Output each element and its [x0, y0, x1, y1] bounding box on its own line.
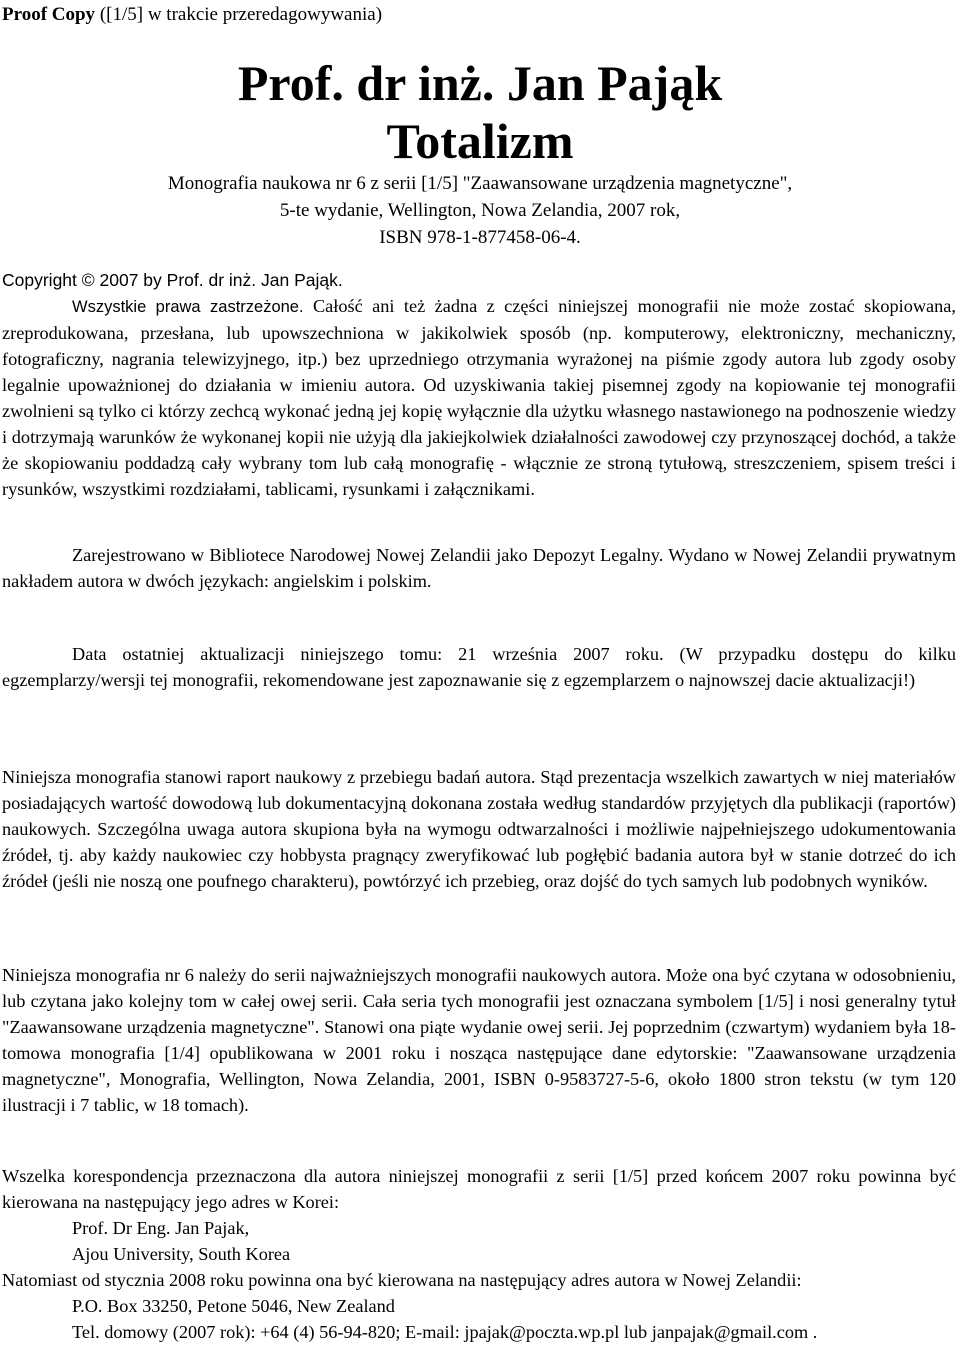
- rights-heading: Wszystkie prawa zastrzeżone.: [72, 298, 304, 316]
- report-paragraph: [2, 764, 956, 894]
- report-text: Niniejsza monografia stanowi raport naukowy z przebiegu badań autora. Stąd prezentacja wszelkich zawartych w niej materiałów posiadających wartość dowodową lub dokumentacyjną dokonana została według standardów przyjętych dla publikacji (raportów) naukowych. Szczególna uwaga autora skupiona była na wymogu odtwarzalności i możliwie najpełniejszego udokumentowania źródeł, tj. aby każdy naukowiec czy hobbysta pragnący zweryfikować lub pogłębić badania autora był w stanie dotrzeć do ich źródeł (jeśli nie noszą one poufnego charakteru), powtórzyć ich przebieg, oraz dojść do tych samych lub podobnych wyników.: [2, 767, 956, 891]
- title-block: [0, 54, 960, 251]
- update-date-text: Data ostatniej aktualizacji niniejszego tomu: 21 września 2007 roku. (W przypadku dostępu do kilku egzemplarzy/wersji tej monografii, rekomendowane jest zapoznawanie się z egzemplarzem o najnowszej dacie aktualizacji!): [2, 644, 956, 690]
- subtitle-edition: 5-te wydanie, Wellington, Nowa Zelandia, 2007 rok,: [279, 200, 681, 221]
- registration-text: Zarejestrowano w Bibliotece Narodowej Nowej Zelandii jako Depozyt Legalny. Wydano w Nowej Zelandii prywatnym nakładem autora w dwóch językach: angielskim i polskim.: [2, 545, 956, 591]
- author-title: Prof. dr inż. Jan Pająk: [237, 55, 723, 111]
- nz-contact-intro: Natomiast od stycznia 2008 roku powinna ona być kierowana na następujący adres autora w Nowej Zelandii:: [2, 1270, 802, 1290]
- korea-address-place: Ajou University, South Korea: [72, 1244, 291, 1264]
- series-paragraph: [2, 962, 956, 1118]
- nz-phone-email: Tel. domowy (2007 rok): +64 (4) 56-94-820; E-mail: jpajak@poczta.wp.pl lub janpajak@gmail.com .: [72, 1322, 818, 1342]
- contact-block: [2, 1163, 956, 1345]
- korea-address-name: Prof. Dr Eng. Jan Pajak,: [72, 1218, 250, 1238]
- rights-paragraph: [2, 293, 956, 502]
- registration-paragraph: [2, 542, 956, 594]
- subtitle-series: Monografia naukowa nr 6 z serii [1/5] "Zaawansowane urządzenia magnetyczne",: [167, 173, 793, 194]
- nz-postal-address: P.O. Box 33250, Petone 5046, New Zealand: [72, 1296, 395, 1316]
- contact-intro: Wszelka korespondencja przeznaczona dla autora niniejszej monografii z serii [1/5] przed końcem 2007 roku powinna być kierowana na następujący jego adres w Korei:: [2, 1166, 956, 1212]
- proof-copy-label: Proof Copy: [2, 4, 96, 25]
- rights-text: Całość ani też żadna z części niniejszej monografii nie może zostać skopiowana, zreprodukowana, przesłana, lub upowszechniona w jakikolwiek sposób (np. komputerowy, elektroniczny, mechaniczny, fotograficzny, nagrania telewizyjnego, itp.) bez uprzedniego otrzymania wyrażonej na piśmie zgody autora lub zgody osoby legalnie upoważnionej do działania w imieniu autora. Od uzyskiwania takiej pisemnej zgody na kopiowanie tej monografii zwolnieni są tylko ci którzy zechcą wykonać jedną jej kopię wyłącznie dla użytku własnego nastawionego na podnoszenie wiedzy i dotrzymają warunków że wykonanej kopii nie użyją dla jakiejkolwiek działalności zawodowej czy przynoszącej dochód, a także że skopiowaniu poddadzą cały wybrany tom lub całą monografię - włącznie ze stroną tytułową, streszczeniem, spisem treści i rysunków, wszystkimi rozdziałami, tablicami, rysunkami i załącznikami.: [2, 296, 956, 499]
- copyright-line: Copyright © 2007 by Prof. dr inż. Jan Pająk.: [2, 270, 343, 290]
- update-date-paragraph: [2, 641, 956, 693]
- book-title: Totalizm: [386, 113, 574, 169]
- proof-copy-status: ([1/5] w trakcie przeredagowywania): [95, 4, 383, 25]
- series-text: Niniejsza monografia nr 6 należy do serii najważniejszych monografii naukowych autora. Może ona być czytana w odosobnieniu, lub czytana jako kolejny tom w całej owej serii. Cała seria tych monografii jest oznaczana symbolem [1/5] i nosi generalny tytuł "Zaawansowane urządzenia magnetyczne". Stanowi ona piąte wydanie owej serii. Jej poprzednim (czwartym) wydaniem była 18-tomowa monografia [1/4] opublikowana w 2001 roku i nosząca następujące dane edytorskie: "Zaawansowane urządzenia magnetyczne", Monografia, Wellington, Nowa Zelandia, 2001, ISBN 0-9583727-5-6, około 1800 stron tekstu (w tym 120 ilustracji i 7 tablic, w 18 tomach).: [2, 965, 956, 1115]
- proof-copy-header: [2, 2, 382, 28]
- subtitle-isbn: ISBN 978-1-877458-06-4.: [379, 227, 581, 248]
